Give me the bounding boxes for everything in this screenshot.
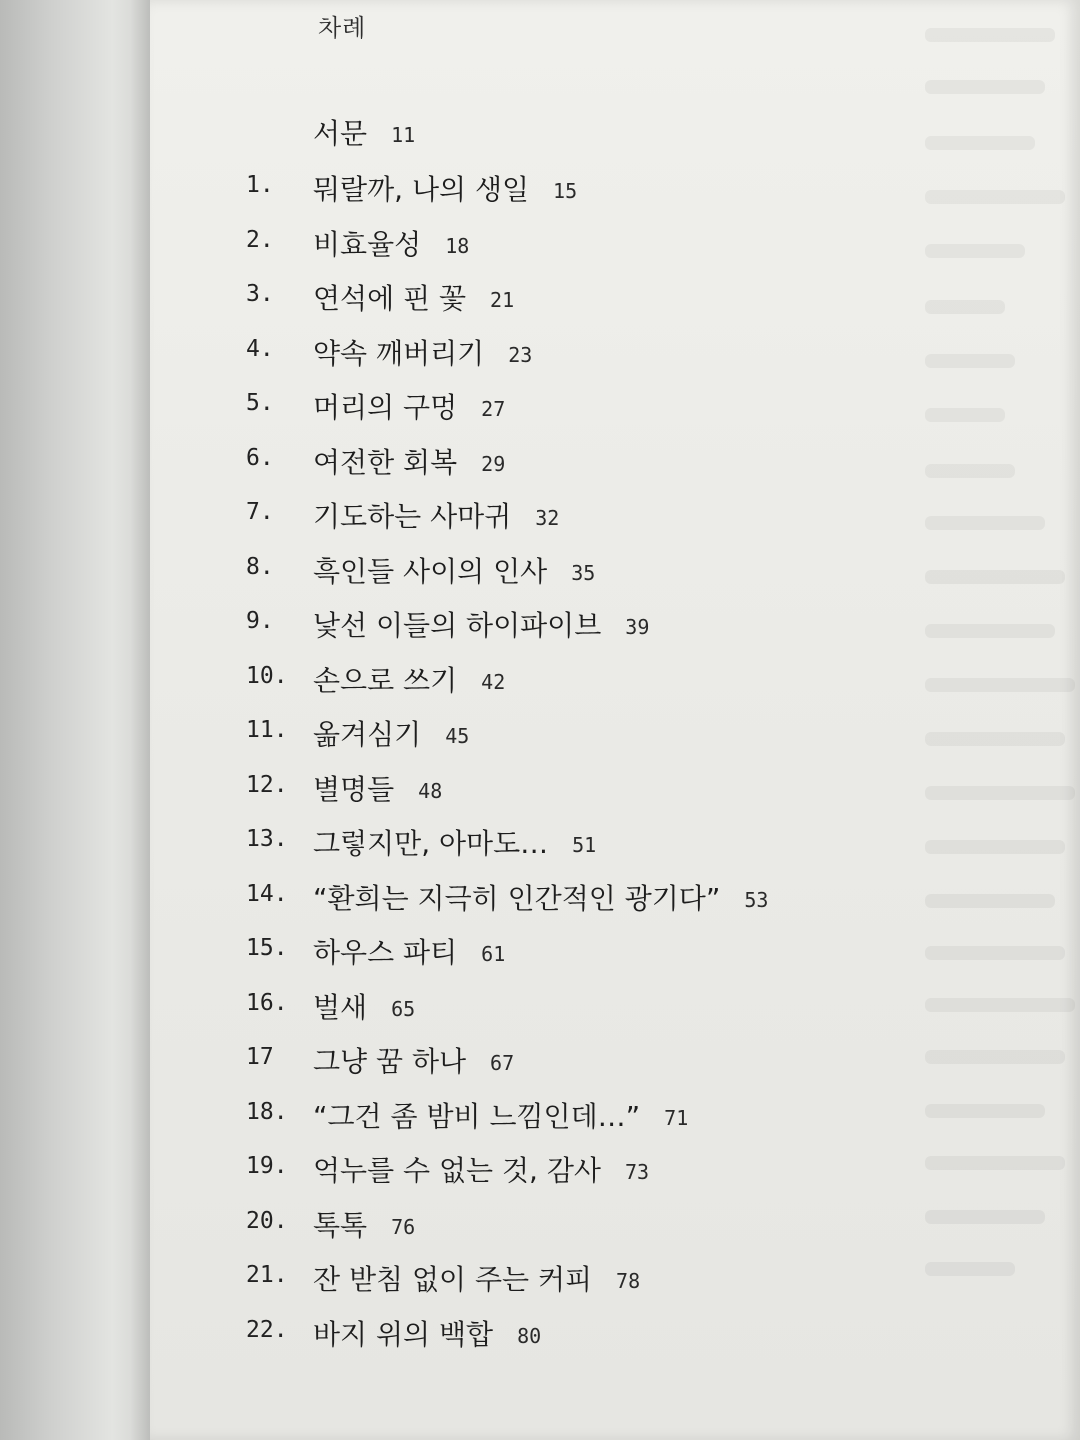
toc-entry-title: 그냥 꿈 하나 67 <box>313 1045 515 1078</box>
toc-entry <box>0 1040 900 1080</box>
toc-entry <box>0 604 900 644</box>
toc-page-number: 80 <box>517 1324 542 1348</box>
toc-page-number: 78 <box>616 1269 641 1293</box>
toc-page-number: 18 <box>445 234 470 258</box>
toc-heading: 차례 <box>318 14 367 42</box>
toc-entry-title: 약속 깨버리기 23 <box>313 337 533 370</box>
toc-entry-number: 17 <box>246 1044 274 1070</box>
toc-entry-number: 1. <box>246 172 274 198</box>
toc-entry-title: “환희는 지극히 인간적인 광기다” 53 <box>313 882 769 915</box>
toc-entry <box>0 495 900 535</box>
toc-entry-number: 5. <box>246 390 274 416</box>
toc-entry-title: 억누를 수 없는 것, 감사 73 <box>313 1154 650 1187</box>
toc-entry-number: 9. <box>246 608 274 634</box>
toc-entry <box>0 877 900 917</box>
toc-entry <box>0 986 900 1026</box>
toc-page-number: 11 <box>391 123 416 147</box>
toc-entry-number: 8. <box>246 554 274 580</box>
toc-page-number: 35 <box>571 561 596 585</box>
toc-entry-title: 뭐랄까, 나의 생일 15 <box>313 173 578 206</box>
toc-page-number: 23 <box>508 343 533 367</box>
toc-entry <box>0 386 900 426</box>
toc-entry-title: “그건 좀 밤비 느낌인데…” 71 <box>313 1100 689 1133</box>
toc-page-number: 61 <box>481 942 506 966</box>
toc-entry <box>0 1095 900 1135</box>
toc-entry-number: 16. <box>246 990 288 1016</box>
toc-entry-title: 비효율성 18 <box>313 228 470 261</box>
toc-entry <box>0 822 900 862</box>
toc-entry-number: 14. <box>246 881 288 907</box>
toc-entry-number: 15. <box>246 935 288 961</box>
toc-entry <box>0 223 900 263</box>
toc-entry-title: 흑인들 사이의 인사 35 <box>313 555 596 588</box>
toc-page-number: 21 <box>490 288 515 312</box>
toc-page-number: 48 <box>418 779 443 803</box>
toc-entry-title: 옮겨심기 45 <box>313 718 470 751</box>
toc-page-number: 42 <box>481 670 506 694</box>
toc-page-number: 67 <box>490 1051 515 1075</box>
toc-entry-number: 18. <box>246 1099 288 1125</box>
toc-entry-number: 2. <box>246 227 274 253</box>
toc-entry-title: 바지 위의 백합 80 <box>313 1318 542 1351</box>
toc-entry-title: 연석에 핀 꽃 21 <box>313 282 515 315</box>
toc-entry <box>0 441 900 481</box>
toc-entry-title: 별명들 48 <box>313 773 443 806</box>
toc-entry-number: 13. <box>246 826 288 852</box>
toc-page-number: 39 <box>625 615 650 639</box>
toc-entry-number: 20. <box>246 1208 288 1234</box>
toc-entry-title: 벌새 65 <box>313 991 416 1024</box>
toc-entry <box>0 332 900 372</box>
toc-page-number: 45 <box>445 724 470 748</box>
toc-entry-number: 3. <box>246 281 274 307</box>
toc-entry-number: 7. <box>246 499 274 525</box>
toc-entry-number: 21. <box>246 1262 288 1288</box>
toc-entry <box>0 931 900 971</box>
toc-page-number: 65 <box>391 997 416 1021</box>
toc-entry-title: 여전한 회복 29 <box>313 446 506 479</box>
toc-page-number: 51 <box>572 833 597 857</box>
toc-entry-title: 하우스 파티 61 <box>313 936 506 969</box>
toc-page-number: 15 <box>553 179 578 203</box>
toc-entry-title: 잔 받침 없이 주는 커피 78 <box>313 1263 641 1296</box>
toc-page-number: 27 <box>481 397 506 421</box>
toc-preface-title: 서문 11 <box>313 117 416 150</box>
toc-entry-number: 10. <box>246 663 288 689</box>
toc-entry-title: 톡톡 76 <box>313 1209 416 1242</box>
toc-entry-number: 6. <box>246 445 274 471</box>
toc-page-number: 32 <box>535 506 560 530</box>
toc-entry <box>0 713 900 753</box>
toc-entry-title: 손으로 쓰기 42 <box>313 664 506 697</box>
toc-entry <box>0 1258 900 1298</box>
toc-entry-number: 12. <box>246 772 288 798</box>
toc-preface <box>0 112 900 152</box>
toc-entry-title: 머리의 구멍 27 <box>313 391 506 424</box>
toc-entry <box>0 277 900 317</box>
toc-entry-number: 11. <box>246 717 288 743</box>
toc-page-number: 53 <box>744 888 769 912</box>
toc-page-number: 73 <box>624 1160 650 1184</box>
toc-entry <box>0 168 900 208</box>
toc-entry <box>0 1204 900 1244</box>
toc-entry-title: 낯선 이들의 하이파이브 39 <box>313 609 650 642</box>
toc-entry-number: 19. <box>246 1153 288 1179</box>
toc-entry <box>0 1313 900 1353</box>
toc-page-number: 71 <box>664 1106 689 1130</box>
toc-page-number: 29 <box>481 452 506 476</box>
toc-entry-number: 4. <box>246 336 274 362</box>
toc-page-number: 76 <box>391 1215 416 1239</box>
toc-entry <box>0 768 900 808</box>
toc-entry <box>0 659 900 699</box>
toc-entry <box>0 1149 900 1189</box>
toc-entry-title: 기도하는 사마귀 32 <box>313 500 560 533</box>
toc-entry-title: 그렇지만, 아마도… 51 <box>313 827 597 860</box>
toc-entry-number: 22. <box>246 1317 288 1343</box>
toc-entry <box>0 550 900 590</box>
